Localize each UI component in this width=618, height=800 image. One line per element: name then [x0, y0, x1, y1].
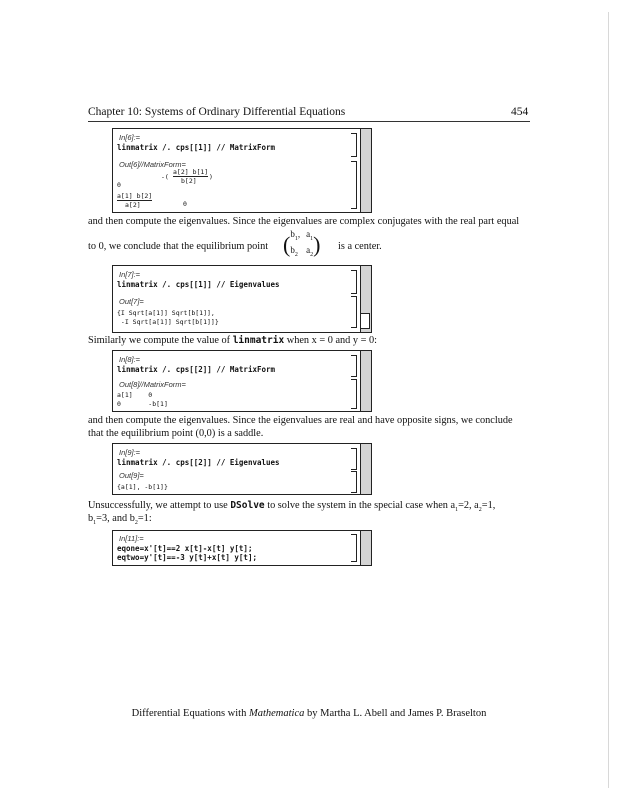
paragraph-4-line1: Unsuccessfully, we attempt to use DSolve to solve the system in the special case when $a_1=2$, $a_2=1$, — [88, 500, 496, 514]
output-cell-bracket[interactable] — [351, 379, 357, 409]
output-label: Out[7]= — [119, 297, 144, 306]
matrix-r2c1: a[1] b[2] — [117, 192, 153, 200]
notebook-cell-9[interactable] — [112, 443, 372, 495]
output-line-1: {I Sqrt[a[1]] Sqrt[b[1]], — [117, 309, 215, 317]
input-cell-bracket[interactable] — [351, 448, 357, 470]
input-cell-bracket[interactable] — [351, 133, 357, 157]
paragraph-4-line2: $b_1=3$, and $b_2=1$: — [88, 513, 152, 527]
page-number: 454 — [511, 106, 529, 118]
paragraph-1-line2-pre: to 0, we conclude that the equilibrium point — [88, 241, 269, 252]
scrollbar-thumb[interactable] — [360, 313, 370, 329]
footer-italic: Mathematica — [248, 708, 305, 719]
input-label: In[11]:= — [119, 534, 144, 543]
matrix-b2: $b_2$ — [290, 244, 298, 258]
input-code[interactable]: linmatrix /. cps[[2]] // Eigenvalues — [117, 458, 280, 467]
input-label: In[9]:= — [119, 448, 141, 457]
inline-code-dsolve: DSolve — [230, 500, 265, 511]
output-label: Out[9]= — [119, 471, 144, 480]
cell-scrollbar[interactable] — [360, 531, 371, 565]
output-line-1: a[1] 0 — [117, 391, 153, 399]
inline-code-linmatrix: linmatrix — [232, 335, 285, 346]
input-code[interactable]: linmatrix /. cps[[1]] // Eigenvalues — [117, 280, 280, 289]
output-label: Out[8]//MatrixForm= — [119, 380, 186, 389]
notebook-cell-11[interactable] — [112, 530, 372, 566]
input-label: In[7]:= — [119, 270, 141, 279]
chapter-title: Chapter 10: Systems of Ordinary Differential Equations — [88, 106, 346, 118]
paragraph-3-line1: and then compute the eigenvalues. Since the eigenvalues are real and have opposite signs, we conclude — [88, 415, 513, 426]
notebook-cell-6[interactable] — [112, 128, 372, 213]
input-code-line-2[interactable]: eqtwo=y'[t]==-3 y[t]+x[t] y[t]; — [117, 553, 257, 562]
matrix-b1: $b_1$, — [290, 229, 301, 242]
header-rule — [88, 121, 530, 122]
matrix-sign: -( — [161, 173, 169, 181]
output-line-1: {a[1], -b[1]} — [117, 483, 168, 491]
input-cell-bracket[interactable] — [351, 355, 357, 377]
input-code-line-1[interactable]: eqone=x'[t]==2 x[t]-x[t] y[t]; — [117, 544, 253, 553]
matrix-r2c2: 0 — [183, 200, 187, 208]
output-line-2: 0 -b[1] — [117, 400, 168, 408]
input-code[interactable]: linmatrix /. cps[[2]] // MatrixForm — [117, 365, 276, 374]
paragraph-3-line2: that the equilibrium point (0,0) is a saddle. — [88, 428, 264, 439]
output-line-2: -I Sqrt[a[1]] Sqrt[b[1]]} — [117, 318, 219, 326]
output-label: Out[6]//MatrixForm= — [119, 160, 186, 169]
cell-scrollbar[interactable] — [360, 444, 371, 494]
left-paren: ( — [283, 231, 291, 257]
matrix-a1: $a_1$ — [306, 229, 314, 242]
matrix-numerator: a[2] b[1] — [173, 168, 209, 176]
matrix-denominator: b[2] — [181, 177, 197, 185]
cell-scrollbar[interactable] — [360, 351, 371, 411]
paragraph-1-line2-post: is a center. — [338, 241, 382, 252]
paragraph-1-line1: and then compute the eigenvalues. Since the eigenvalues are complex conjugates with the real part equal — [88, 216, 520, 227]
right-paren: ) — [313, 231, 321, 257]
matrix-a2: $a_2$ — [306, 244, 314, 258]
equilibrium-point-matrix — [283, 229, 320, 261]
matrix-r2c1-den: a[2] — [125, 201, 141, 209]
input-cell-bracket[interactable] — [351, 534, 357, 562]
cell-scrollbar[interactable] — [360, 129, 371, 212]
page-footer: Differential Equations with Mathematica by Martha L. Abell and James P. Braselton — [131, 708, 487, 719]
input-code[interactable]: linmatrix /. cps[[1]] // MatrixForm — [117, 143, 276, 152]
input-cell-bracket[interactable] — [351, 270, 357, 294]
input-label: In[8]:= — [119, 355, 141, 364]
output-cell-bracket[interactable] — [351, 471, 357, 493]
page-edge-line — [608, 12, 609, 788]
notebook-cell-8[interactable] — [112, 350, 372, 412]
matrix-close: ) — [209, 173, 213, 181]
output-cell-bracket[interactable] — [351, 296, 357, 328]
output-cell-bracket[interactable] — [351, 161, 357, 209]
notebook-cell-7[interactable] — [112, 265, 372, 333]
matrix-r1c1: 0 — [117, 181, 121, 189]
input-label: In[6]:= — [119, 133, 141, 142]
paragraph-2: Similarly we compute the value of linmatrix when x = 0 and y = 0: — [88, 335, 378, 346]
